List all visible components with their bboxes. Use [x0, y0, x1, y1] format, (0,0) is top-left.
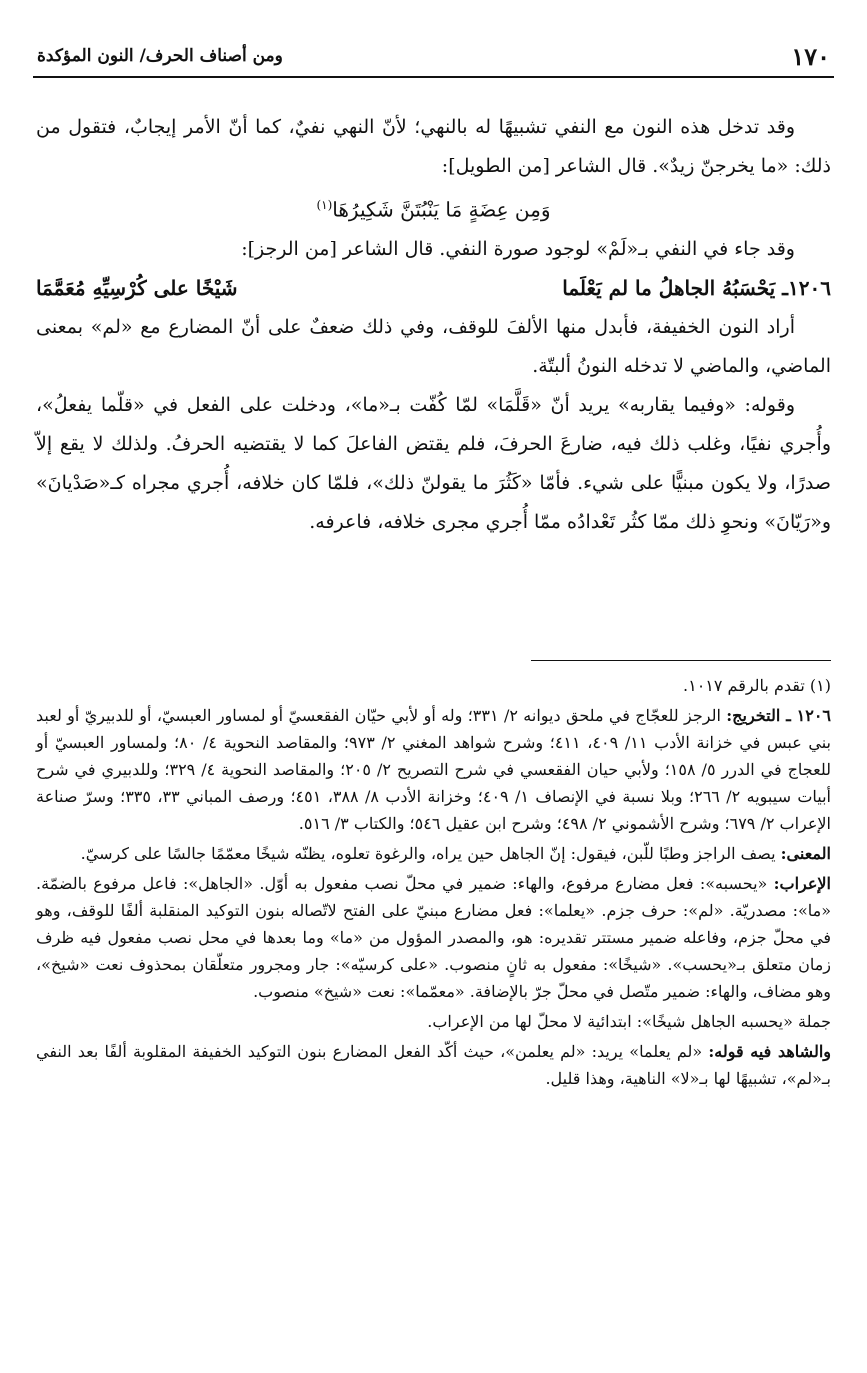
- poem-first-hemistich: [562, 269, 831, 308]
- poem-entry-1206: [36, 269, 831, 308]
- paragraph-3: أراد النون الخفيفة، فأبدل منها الألفَ للوقف، وفي ذلك ضعفٌ على أنّ المضارع مع «لم» بمعنى الماضي، والماضي لا تدخله النونُ ألبتّة.: [36, 315, 831, 377]
- paragraph-4: وقوله: «وفيما يقاربه» يريد أنّ «قَلَّمَا» لمّا كُفّت بـ«ما»، ودخلت على الفعل في «قلّما يفعلُ»، وأُجري نفيًا، وغلب ذلك فيه، ضارعَ الحرفَ، فلم يقتض الفاعلَ كما لا يقتضيه الحرفُ. ولذلك لا يقع إلاّ صدرًا، ولا يكون مبنيًّا على شيء. فأمّا «كَثُرَ ما يقولنّ ذلك»، فلمّا كان خلافه، أُجري مجراه كـ«صَدْيانَ» و«رَيّانَ» ونحوِ ذلك ممّا كثُر تَعْدادُه ممّا أُجري مجرى خلافه، فاعرفه.: [36, 393, 831, 533]
- entry-number: ١٢٠٦ـ: [782, 275, 831, 300]
- poem-second-hemistich: شَيْخًا على كُرْسِيِّهِ مُعَمَّمَا: [36, 275, 238, 300]
- paragraph-1: وقد تدخل هذه النون مع النفي تشبيهًا له بالنهي؛ لأنّ النهي نفيٌ، كما أنّ الأمر إيجابٌ، فتقول من ذلك: «ما يخرجنّ زيدٌ». قال الشاعر [من الطويل]:: [36, 116, 831, 177]
- meaning-note: [36, 840, 831, 867]
- first-hemistich-text: يَحْسَبُهُ الجاهلُ ما لم يَعْلَما: [562, 275, 776, 300]
- meaning-label: المعنى:: [780, 844, 831, 863]
- footnote-ref: (١): [316, 198, 333, 212]
- irab-label: الإعراب:: [773, 874, 831, 893]
- verse-text: وَمِن عِضَةٍ مَا يَنْبُتَنَّ شَكِيرُهَا: [332, 197, 551, 222]
- takhrij-note: [36, 702, 831, 837]
- irab-note: [36, 870, 831, 1005]
- footnote-1: (١) تقدم بالرقم ١٠١٧.: [683, 676, 831, 695]
- meaning-text: يصف الراجز وطبًا للّبن، فيقول: إنّ الجاهل حين يراه، والرغوة تعلوه، يظنّه شيخًا معمّمًا جالسًا على كرسيّ.: [80, 844, 776, 863]
- jumla-note: جملة «يحسبه الجاهل شيخًا»: ابتدائية لا محلّ لها من الإعراب.: [427, 1012, 831, 1031]
- footnote-divider: [531, 660, 831, 661]
- takhrij-label: ١٢٠٦ ـ التخريج:: [726, 706, 832, 725]
- shahid-text: «لم يعلما» يريد: «لم يعلمن»، حيث أكّد الفعل المضارع بنون التوكيد الخفيفة المقلوبة ألفًا بعد النفي بـ«لم»، تشبيهًا لها بـ«لا» الناهية، وهذا قليل.: [36, 1042, 831, 1088]
- shahid-note: [36, 1038, 831, 1092]
- page-number: ١٧٠: [791, 42, 830, 71]
- shahid-label: والشاهد فيه قوله:: [708, 1042, 831, 1061]
- paragraph-2: وقد جاء في النفي بـ«لَمْ» لوجود صورة النفي. قال الشاعر [من الرجز]:: [241, 237, 795, 260]
- verse-line: [36, 186, 831, 230]
- footnotes: [36, 672, 831, 1095]
- main-text: [36, 108, 831, 542]
- takhrij-text: الرجز للعجّاج في ملحق ديوانه ٢/ ٣٣١؛ وله أو لأبي حيّان الفقعسيّ أو لمساور العبسيّ، أو للدبيريّ أو لعبد بني عبس في خزانة الأدب ١١/ ٤٠٩، ٤١١؛ وشرح شواهد المغني ٢/ ٩٧٣؛ والمقاصد النحوية ٤/ ٨٠؛ ولمساور العبسيّ أو للعجاج في الدرر ٥/ ١٥٨؛ ولأبي حيان الفقعسي في شرح التصريح ٢/ ٢٠٥؛ والمقاصد النحوية ٤/ ٣٢٩؛ وللدبيري في شرح أبيات سيبويه ٢/ ٢٦٦؛ وبلا نسبة في الإنصاف ١/ ٤٠٩؛ وخزانة الأدب ٨/ ٣٨٨، ٤٥١؛ ورصف المباني ٣٣، ٣٣٥؛ وسرّ صناعة الإعراب ٢/ ٦٧٩؛ وشرح الأشموني ٢/ ٤٩٨؛ وشرح ابن عقيل ٥٤٦؛ والكتاب ٣/ ٥١٦.: [36, 706, 832, 833]
- section-title: ومن أصناف الحرف/ النون المؤكدة: [37, 46, 283, 66]
- irab-text: «يحسبه»: فعل مضارع مرفوع، والهاء: ضمير في محلّ نصب مفعول به أوّل. «الجاهل»: فاعل مرفوع بالضمّة. «ما»: مصدريّة. «لم»: حرف جزم. «يعلما»: فعل مضارع مبنيّ على الفتح لاتّصاله بنون التوكيد المنقلبة ألفًا للوقف، وهو في محلّ جزم، وفاعله ضمير مستتر تقديره: هو، والمصدر المؤول من «ما» وما بعدها في محل نصب مفعول فيه ظرف زمان متعلق بـ«يحسب». «شيخًا»: مفعول به ثانٍ منصوب. «على كرسيّه»: جار ومجرور متعلّقان بمحذوف نعت «شيخ»، وهو مضاف، والهاء: ضمير متّصل في محلّ جرّ بالإضافة. «معمّما»: نعت «شيخ» منصوب.: [36, 874, 831, 1001]
- running-header: [33, 40, 834, 78]
